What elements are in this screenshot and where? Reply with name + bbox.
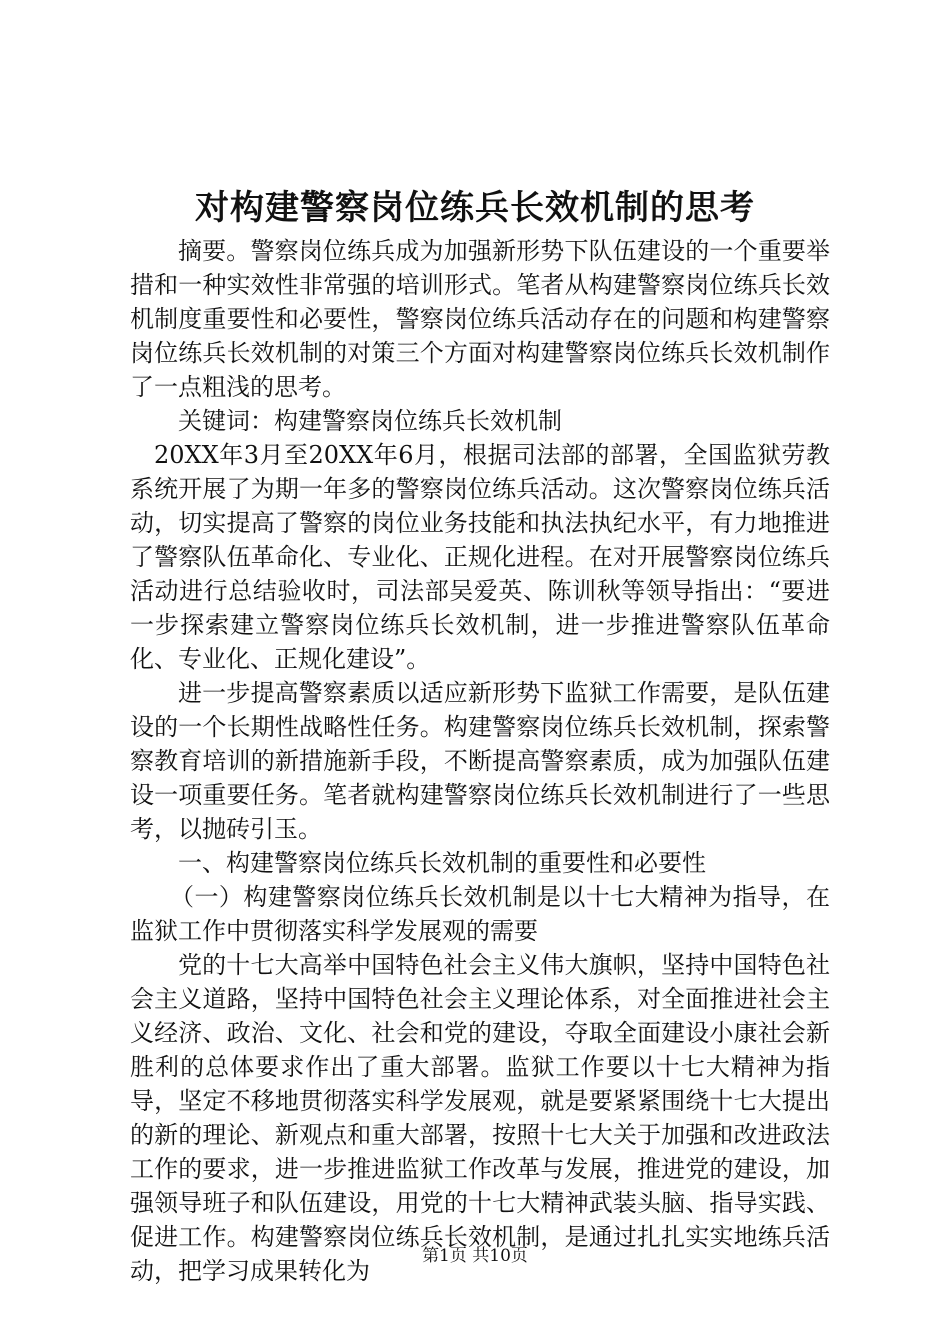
- body-paragraph: 党的十七大高举中国特色社会主义伟大旗帜，坚持中国特色社会主义道路，坚持中国特色社会主义理论体系，对全面推进社会主义经济、政治、文化、社会和党的建设，夺取全面建设小康社会新胜利的总体要求作出了重大部署。监狱工作要以十七大精神为指导，坚定不移地贯彻落实科学发展观，就是要紧紧围绕十七大提出的新的理论、新观点和重大部署，按照十七大关于加强和改进政法工作的要求，进一步推进监狱工作改革与发展，推进党的建设，加强领导班子和队伍建设，用党的十七大精神武装头脑、指导实践、促进工作。构建警察岗位练兵长效机制，是通过扎扎实实地练兵活动，把学习成果转化为: [130, 951, 830, 1285]
- document-body: [130, 234, 830, 1288]
- document-title: 对构建警察岗位练兵长效机制的思考: [195, 188, 755, 228]
- body-paragraph: 20XX年3月至20XX年6月，根据司法部的部署，全国监狱劳教系统开展了为期一年多的警察岗位练兵活动。这次警察岗位练兵活动，切实提高了警察的岗位业务技能和执法执纪水平，有力地推进了警察队伍革命化、专业化、正规化进程。在对开展警察岗位练兵活动进行总结验收时，司法部吴爱英、陈训秋等领导指出：“要进一步探索建立警察岗位练兵长效机制，进一步推进警察队伍革命化、专业化、正规化建设”。: [130, 441, 830, 673]
- section-heading: 一、构建警察岗位练兵长效机制的重要性和必要性: [178, 849, 706, 877]
- page-footer: 第1页 共10页: [422, 1246, 528, 1266]
- keywords-paragraph: 关键词：构建警察岗位练兵长效机制: [178, 407, 562, 435]
- subsection-heading: （一）构建警察岗位练兵长效机制是以十七大精神为指导，在监狱工作中贯彻落实科学发展观的需要: [130, 883, 830, 945]
- body-paragraph: 进一步提高警察素质以适应新形势下监狱工作需要，是队伍建设的一个长期性战略性任务。构建警察岗位练兵长效机制，探索警察教育培训的新措施新手段，不断提高警察素质，成为加强队伍建设一项重要任务。笔者就构建警察岗位练兵长效机制进行了一些思考，以抛砖引玉。: [130, 679, 830, 843]
- abstract-paragraph: 摘要。警察岗位练兵成为加强新形势下队伍建设的一个重要举措和一种实效性非常强的培训形式。笔者从构建警察岗位练兵长效机制度重要性和必要性，警察岗位练兵活动存在的问题和构建警察岗位练兵长效机制的对策三个方面对构建警察岗位练兵长效机制作了一点粗浅的思考。: [130, 237, 830, 401]
